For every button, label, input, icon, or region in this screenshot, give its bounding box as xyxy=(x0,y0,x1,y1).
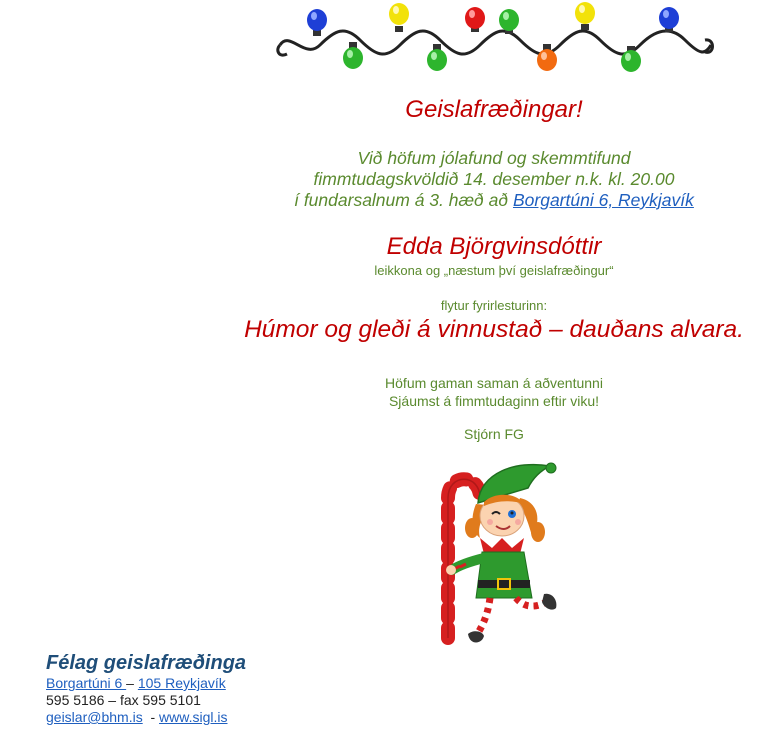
footer-address xyxy=(46,675,246,692)
signature: Stjórn FG xyxy=(464,426,524,442)
speaker-name: Edda Björgvinsdóttir xyxy=(386,233,602,260)
email-link[interactable]: geislar@bhm.is xyxy=(46,709,143,725)
website-link[interactable]: www.sigl.is xyxy=(159,709,228,725)
invitation-line-2: fimmtudagskvöldið 14. desember n.k. kl. 20.00 xyxy=(313,169,675,189)
invitation-line-3 xyxy=(220,190,768,211)
invitation-text xyxy=(220,148,768,211)
organization-name: Félag geislafræðinga xyxy=(46,652,247,674)
contact-separator: - xyxy=(142,709,160,725)
page-title: Geislafræðingar! xyxy=(405,96,583,123)
footer-phone: 595 5186 – fax 595 5101 xyxy=(46,692,201,708)
speaker-role: leikkona og „næstum því geislafræðingur“ xyxy=(374,263,614,278)
greeting-line-1: Höfum gaman saman á aðventunni xyxy=(385,375,603,391)
footer xyxy=(46,651,246,726)
invitation-line-1: Við höfum jólafund og skemmtifund xyxy=(357,148,631,168)
elf-with-candy-cane-icon xyxy=(420,458,570,648)
christmas-lights-icon xyxy=(275,0,715,75)
greeting-text xyxy=(220,374,768,410)
venue-prefix: í fundarsalnum á 3. hæð að xyxy=(294,190,513,210)
greeting-line-2: Sjáumst á fimmtudaginn eftir viku! xyxy=(388,393,600,409)
address-link[interactable]: Borgartúni 6 xyxy=(46,675,127,691)
lecture-intro: flytur fyrirlesturinn: xyxy=(440,298,548,313)
venue-link[interactable]: Borgartúni 6, Reykjavík xyxy=(512,190,694,210)
postal-code-link[interactable]: 105 Reykjavík xyxy=(137,675,226,691)
lecture-title: Húmor og gleði á vinnustað – dauðans alvara. xyxy=(244,316,744,343)
footer-contact xyxy=(46,709,246,726)
address-separator: – xyxy=(126,675,138,691)
